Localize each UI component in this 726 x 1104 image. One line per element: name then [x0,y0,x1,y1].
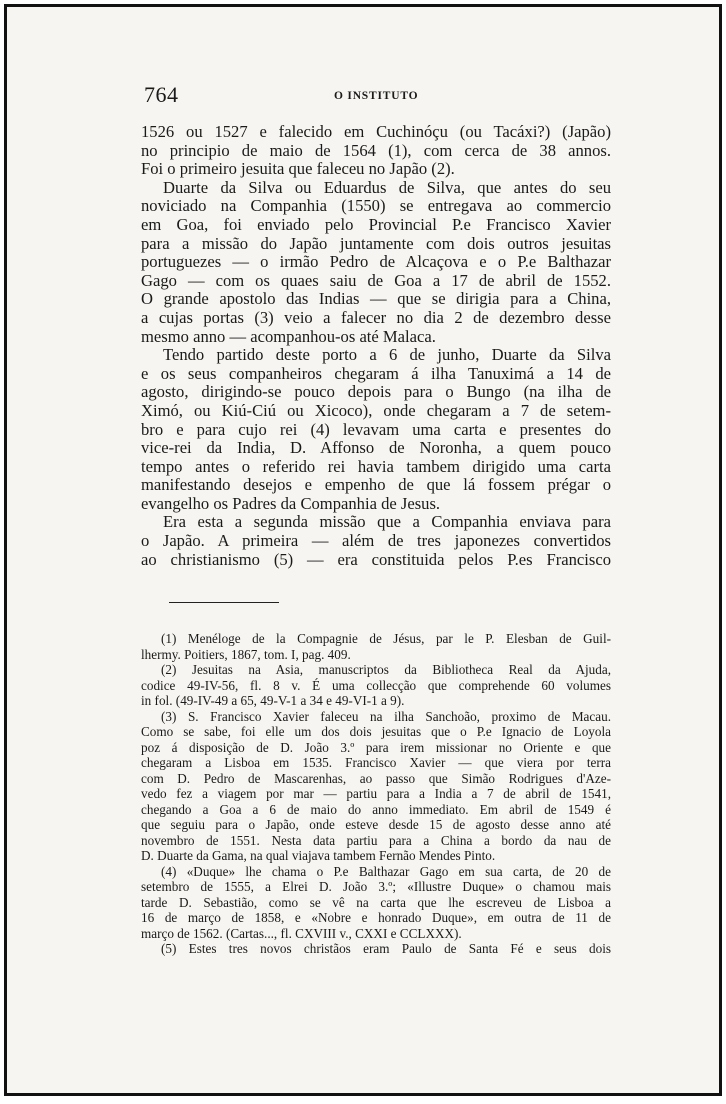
footnote-line: (2) Jesuitas na Asia, manuscriptos da Bibliotheca Real da Ajuda, [161,662,611,677]
body-line: 1526 ou 1527 e falecido em Cuchinóçu (ou Tacáxi?) (Japão) [141,123,611,141]
body-line: o Japão. A primeira — além de tres japonezes convertidos [141,532,611,551]
body-line: tempo antes o referido rei havia tambem dirigido uma carta [141,457,611,476]
footnote-line: poz á disposição de D. João 3.º para irem missionar no Oriente e que [141,739,611,755]
body-line: mesmo anno — acompanhou-os até Malaca. [141,327,436,346]
footnote-separator [169,602,279,603]
footnote-line: que seguiu para o Japão, onde esteve desde 15 de agosto desse anno até [141,817,611,832]
footnote-line: vedo fez a viagem por mar — partiu para a India a 7 de abril de 1541, [141,786,611,801]
footnote-line: novembro de 1551. Nesta data partiu para a China a bordo da nau de [141,832,611,848]
footnote-line: setembro de 1555, a Elrei D. João 3.º; «Illustre Duque» o chamou mais [141,879,611,894]
footnote-line: tarde D. Sebastião, como se vê na carta que lhe escreveu de Lisboa a [141,894,611,910]
footnote-line: D. Duarte da Gama, na qual viajava tambem Fernão Mendes Pinto. [141,848,496,863]
body-line: vice-rei da India, D. Affonso de Noronha, a quem pouco [141,439,611,458]
body-line: bro e para cujo rei (4) levavam uma carta e presentes do [141,420,611,439]
body-line: Gago — com os quaes saiu de Goa a 17 de abril de 1552. [141,271,611,290]
footnote-line: março de 1562. (Cartas..., fl. CXVIII v., CXXI e CCLXXX). [141,925,462,941]
body-line: em Goa, foi enviado pelo Provincial P.e Francisco Xavier [141,215,611,234]
running-title: O INSTITUTO [334,90,419,102]
body-line: para a missão do Japão juntamente com dois outros jesuitas [141,234,611,253]
footnote-line: codice 49-IV-56, fl. 8 v. É uma collecção que comprehende 60 volumes [141,677,611,693]
footnote-line: Como se sabe, foi elle um dos dois jesuitas que o P.e Ignacio de Loyola [141,724,611,739]
footnote-line: 16 de março de 1858, e «Nobre e honrado Duque», em outra de 11 de [141,910,611,925]
body-line: manifestando desejos e empenho de que lá fossem prégar o [141,476,611,495]
body-line: evangelho os Padres da Companhia de Jesus. [141,494,441,513]
body-line: e os seus companheiros chegaram á ilha Tanuximá a 14 de [141,364,611,383]
body-line: Foi o primeiro jesuita que faleceu no Japão (2). [141,160,455,179]
footnote-line: com D. Pedro de Mascarenhas, ao passo que Simão Rodrigues d'Aze- [141,770,611,786]
page-number: 764 [144,82,179,107]
footnote-line: chegando a Goa a 6 de maio do anno immediato. Em abril de 1549 é [141,801,611,817]
body-line: agosto, dirigindo-se pouco depois para o Bungo (na ilha de [141,383,611,402]
footnotes [141,631,611,957]
body-line: ao christianismo (5) — era constituida pelos P.es Francisco [141,550,611,569]
footnote-line: (3) S. Francisco Xavier faleceu na ilha Sanchoão, proximo de Macau. [161,708,611,724]
footnote-line: (4) «Duque» lhe chama o P.e Balthazar Gago em sua carta, de 20 de [161,863,611,879]
body-line: Ximó, ou Kiú-Ciú ou Xicoco), onde chegaram a 7 de setem- [141,401,611,420]
page-header [144,82,614,108]
footnote-line: in fol. (49-IV-49 a 65, 49-V-1 a 34 e 49-VI-1 a 9). [141,693,405,708]
body-line: no principio de maio de 1564 (1), com cerca de 38 annos. [141,141,611,160]
body-line: Era esta a segunda missão que a Companhia enviava para [163,513,611,532]
body-line: Tendo partido deste porto a 6 de junho, Duarte da Silva [163,346,611,365]
body-line: noviciado na Companhia (1550) se entregava ao commercio [141,197,611,216]
body-line: O grande apostolo das Indias — que se dirigia para a China, [141,290,611,309]
body-line: Duarte da Silva ou Eduardus de Silva, que antes do seu [163,178,611,197]
body-text [141,123,611,569]
footnote-line: (5) Estes tres novos christãos eram Paulo de Santa Fé e seus dois [161,941,611,956]
footnote-line: chegaram a Lisboa em 1535. Francisco Xavier — que viera por terra [141,755,611,770]
document-page [4,4,722,1096]
body-line: portuguezes — o irmão Pedro de Alcaçova e o P.e Balthazar [141,253,611,272]
footnote-line: (1) Menéloge de la Compagnie de Jésus, par le P. Elesban de Guil- [161,631,611,646]
body-line: a cujas portas (3) veio a falecer no dia 2 de dezembro desse [141,308,611,327]
footnote-line: lhermy. Poitiers, 1867, tom. I, pag. 409. [141,646,351,662]
